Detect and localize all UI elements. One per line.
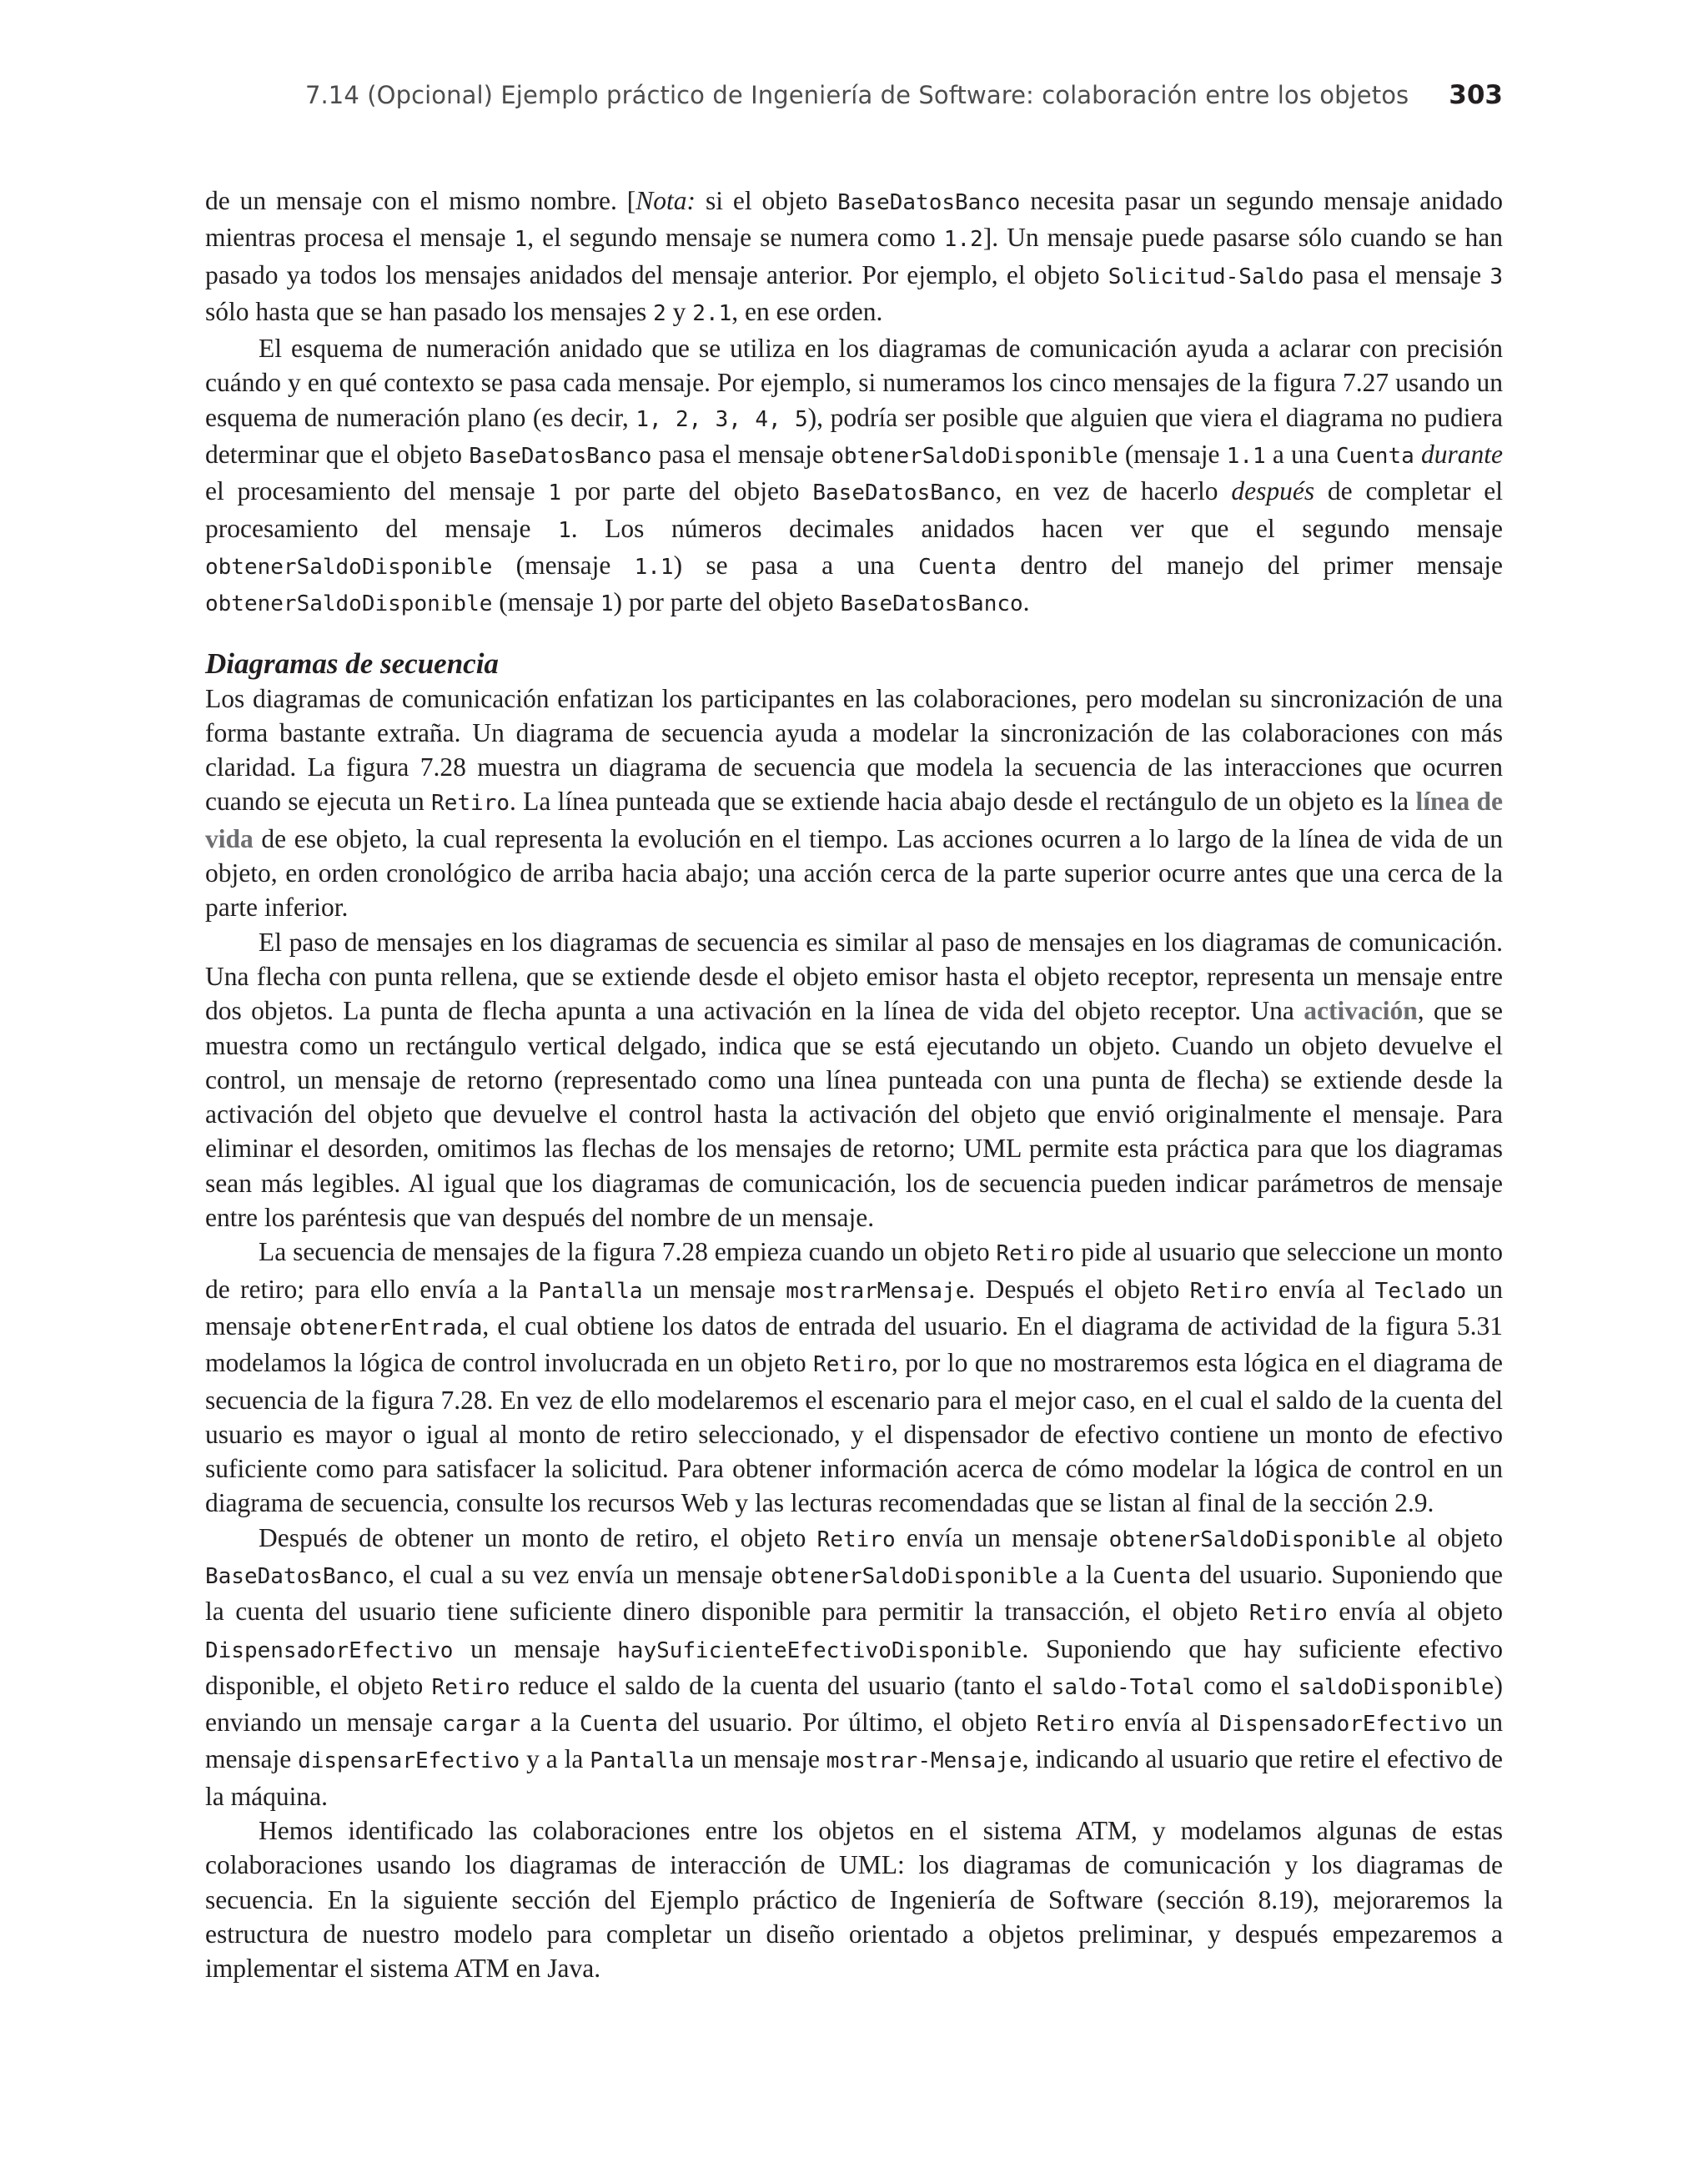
text-run: necesita pasar un segundo mensaje anidado mientras procesa el mensaje xyxy=(205,186,1503,253)
paragraph-6 xyxy=(205,1521,1503,1813)
text-run: por parte del objeto xyxy=(561,476,813,506)
code-term: obtenerSaldoDisponible xyxy=(831,444,1118,470)
text-run: , que se muestra como un rectángulo vertical delgado, indica que se está ejecutando un objeto. Cuando un objeto devuelve el control, un mensaje de retorno (representado como una línea punteada con una punta de flecha) se extiende desde la activación del objeto que devuelve el control hasta la activación del objeto que envió originalmente el mensaje. Para eliminar el desorden, omitimos las flechas de los mensajes de retorno; UML permite esta práctica para que los diagramas sean más legibles. Al igual que los diagramas de comunicación, los de secuencia pueden indicar parámetros de mensaje entre los paréntesis que van después del nombre de un mensaje. xyxy=(205,996,1503,1233)
paragraph-4 xyxy=(205,925,1503,1235)
code-term: saldo-Total xyxy=(1051,1674,1195,1700)
text-run: . Después el objeto xyxy=(968,1274,1190,1304)
body-text xyxy=(205,184,1503,1986)
text-run: envía al objeto xyxy=(1327,1597,1503,1627)
text-run: a una xyxy=(1265,440,1336,470)
text-run: de un mensaje con el mismo nombre. [ xyxy=(205,186,636,215)
text-run: (mensaje xyxy=(492,550,635,580)
code-term: Cuenta xyxy=(1335,444,1414,470)
code-term: 1.1 xyxy=(634,554,674,580)
text-run: Los diagramas de comunicación enfatizan los participantes en las colaboraciones, pero modelan su sincronización de una forma bastante extraña. Un diagrama de secuencia ayuda a modelar la sincronización de las colaboraciones con más claridad. La figura 7.28 muestra un diagrama de secuencia que modela la secuencia de las interacciones que ocurren cuando se ejecuta un xyxy=(205,683,1503,817)
code-term: 1, 2, 3, 4, 5 xyxy=(635,406,808,432)
text-run: a la xyxy=(1057,1559,1113,1589)
text-run: un mensaje xyxy=(205,1708,1504,1774)
code-term: dispensarEfectivo xyxy=(298,1748,520,1774)
text-run: , el segundo mensaje se numera como xyxy=(527,223,944,253)
key-term: activación xyxy=(1304,996,1418,1026)
code-term: cargar xyxy=(442,1712,521,1738)
text-run: de ese objeto, la cual representa la evolución en el tiempo. Las acciones ocurren a lo largo de la línea de vida de un objeto, en orden cronológico de arriba hacia abajo; una acción cerca de la parte superior ocurre antes que una cerca de la parte inferior. xyxy=(205,823,1503,923)
code-term: obtenerSaldoDisponible xyxy=(1108,1527,1396,1552)
text-run: pasa el mensaje xyxy=(651,440,831,470)
paragraph-3 xyxy=(205,682,1503,925)
running-title: 7.14 (Opcional) Ejemplo práctico de Ingeniería de Software: colaboración entre los objetos xyxy=(304,81,1409,109)
text-run: ) enviando un mensaje xyxy=(205,1670,1503,1738)
code-term: obtenerSaldoDisponible xyxy=(205,554,493,580)
code-term: BaseDatosBanco xyxy=(840,591,1023,617)
emphasis: durante xyxy=(1421,440,1503,470)
text-run: un mensaje xyxy=(694,1744,826,1774)
text-run: envía un mensaje xyxy=(895,1522,1109,1552)
text-run xyxy=(1414,440,1421,469)
text-run: sólo hasta que se han pasado los mensajes xyxy=(205,296,654,326)
nota-label: Nota: xyxy=(635,186,696,215)
text-run: un mensaje xyxy=(205,1274,1503,1341)
code-term: mostrar-Mensaje xyxy=(826,1748,1022,1774)
text-run: , el cual a su vez envía un mensaje xyxy=(388,1559,771,1589)
paragraph-7 xyxy=(205,1813,1503,1985)
text-run: y a la xyxy=(520,1744,590,1774)
text-run: un mensaje xyxy=(453,1633,618,1663)
code-term: 2 xyxy=(653,300,666,326)
text-run: , indicando al usuario que retire el efectivo de la máquina. xyxy=(205,1744,1503,1811)
code-term: DispensadorEfectivo xyxy=(1218,1712,1468,1738)
text-run: ), podría ser posible que alguien que viera el diagrama no pudiera determinar que el objeto xyxy=(205,402,1504,470)
code-term: 3 xyxy=(1489,264,1503,289)
text-run: de completar el procesamiento del mensaje xyxy=(205,476,1503,543)
code-term: Retiro xyxy=(431,1674,510,1700)
text-run: El esquema de numeración anidado que se utiliza en los diagramas de comunicación ayuda a aclarar con precisión cuándo y en qué contexto se pasa cada mensaje. Por ejemplo, si numeramos los cinco mensajes de la figura 7.27 usando un esquema de numeración plano (es decir, xyxy=(205,334,1503,432)
text-run: si el objeto xyxy=(696,186,838,215)
text-run: al objeto xyxy=(1395,1522,1503,1552)
text-run: ) por parte del objeto xyxy=(613,587,841,617)
text-run: (mensaje xyxy=(492,587,600,617)
code-term: Retiro xyxy=(1189,1278,1268,1304)
text-run: , por lo que no mostraremos esta lógica en el diagrama de secuencia de la figura 7.28. En vez de ello modelaremos el escenario para el mejor caso, en el cual el saldo de la cuenta del usuario es mayor o igual al monto de retiro seleccionado, y el dispensador de efectivo contiene un monto de efectivo suficiente como para satisfacer la solicitud. Para obtener información acerca de cómo modelar la lógica de control en un diagrama de secuencia, consulte los recursos Web y las lecturas recomendadas que se listan al final de la sección 2.9. xyxy=(205,1348,1503,1518)
code-term: Pantalla xyxy=(538,1278,643,1304)
running-header xyxy=(205,80,1503,122)
text-run: envía al xyxy=(1114,1708,1219,1738)
code-term: 1 xyxy=(600,591,614,617)
code-term: saldoDisponible xyxy=(1298,1674,1494,1700)
code-term: Solicitud-Saldo xyxy=(1108,264,1304,289)
text-run: y xyxy=(666,296,693,326)
text-run: dentro del manejo del primer mensaje xyxy=(997,550,1504,580)
code-term: BaseDatosBanco xyxy=(837,190,1021,215)
page-number: 303 xyxy=(1449,80,1503,110)
code-term: Retiro xyxy=(813,1352,892,1378)
code-term: mostrarMensaje xyxy=(786,1278,969,1304)
text-run: . Suponiendo que hay suficiente efectivo disponible, el objeto xyxy=(205,1633,1503,1700)
text-run: , el cual obtiene los datos de entrada del usuario. En el diagrama de actividad de la figura 5.31 modelamos la lógica de control involucrada en un objeto xyxy=(205,1310,1503,1378)
text-run: del usuario. Por último, el objeto xyxy=(657,1708,1037,1738)
paragraph-2 xyxy=(205,331,1503,621)
code-term: Teclado xyxy=(1374,1278,1467,1304)
code-term: obtenerSaldoDisponible xyxy=(205,591,493,617)
text-run: reduce el saldo de la cuenta del usuario (tanto el xyxy=(510,1670,1052,1700)
key-term: línea de vida xyxy=(205,787,1503,853)
code-term: Retiro xyxy=(1036,1712,1115,1738)
code-term: Cuenta xyxy=(918,554,997,580)
text-run: ]. Un mensaje puede pasarse sólo cuando se han pasado ya todos los mensajes anidados del mensaje anterior. Por ejemplo, el objeto xyxy=(205,223,1503,289)
emphasis: después xyxy=(1231,476,1315,506)
text-run: , en ese orden. xyxy=(731,296,883,326)
text-run: el procesamiento del mensaje xyxy=(205,476,549,506)
text-run: , en vez de hacerlo xyxy=(995,476,1232,506)
text-run: . xyxy=(1022,587,1030,617)
text-run: como el xyxy=(1194,1670,1299,1700)
text-run: del usuario. Suponiendo que la cuenta del usuario tiene suficiente dinero disponible para permitir la transacción, el objeto xyxy=(205,1559,1504,1627)
code-term: Retiro xyxy=(816,1527,896,1552)
code-term: DispensadorEfectivo xyxy=(205,1637,454,1663)
text-run: La secuencia de mensajes de la figura 7.28 empieza cuando un objeto xyxy=(259,1237,997,1267)
text-run: El paso de mensajes en los diagramas de secuencia es similar al paso de mensajes en los diagramas de comunicación. Una flecha con punta rellena, que se extiende desde el objeto emisor hasta el objeto receptor, representa un mensaje entre dos objetos. La punta de flecha apunta a una activación en la línea de vida del objeto receptor. Una xyxy=(205,927,1503,1026)
code-term: 1 xyxy=(514,227,528,253)
text-run: . Los números decimales anidados hacen ver que el segundo mensaje xyxy=(570,513,1503,543)
code-term: BaseDatosBanco xyxy=(812,480,996,506)
paragraph-5 xyxy=(205,1235,1503,1520)
code-term: haySuficienteEfectivoDisponible xyxy=(617,1637,1022,1663)
code-term: obtenerSaldoDisponible xyxy=(771,1563,1058,1589)
text-run: un mensaje xyxy=(642,1274,786,1304)
code-term: Retiro xyxy=(996,1241,1075,1267)
text-run: pasa el mensaje xyxy=(1304,259,1490,289)
text-run: envía al xyxy=(1268,1274,1375,1304)
text-run: pide al usuario que seleccione un monto de retiro; para ello envía a la xyxy=(205,1237,1503,1304)
code-term: 1 xyxy=(548,480,562,506)
section-heading: Diagramas de secuencia xyxy=(205,646,499,680)
code-term: 2.1 xyxy=(692,300,732,326)
code-term: obtenerEntrada xyxy=(299,1315,483,1341)
text-run: Hemos identificado las colaboraciones entre los objetos en el sistema ATM, y modelamos algunas de estas colaboraciones usando los diagramas de interacción de UML: los diagramas de comunicación y los diagramas de secuencia. En la siguiente sección del Ejemplo práctico de Ingeniería de Software (sección 8.19), mejoraremos la estructura de nuestro modelo para completar un diseño orientado a objetos preliminar, y después empezaremos a implementar el sistema ATM en Java. xyxy=(205,1816,1503,1984)
code-term: BaseDatosBanco xyxy=(469,444,652,470)
text-run: Después de obtener un monto de retiro, el objeto xyxy=(259,1522,817,1552)
text-run: . La línea punteada que se extiende hacia abajo desde el rectángulo de un objeto es la xyxy=(509,787,1416,817)
code-term: Pantalla xyxy=(590,1748,695,1774)
paragraph-1 xyxy=(205,184,1503,331)
code-term: 1 xyxy=(558,517,571,543)
code-term: Cuenta xyxy=(579,1712,658,1738)
code-term: Retiro xyxy=(1248,1601,1328,1627)
code-term: Cuenta xyxy=(1113,1563,1192,1589)
text-run: (mensaje xyxy=(1118,440,1227,470)
code-term: 1.1 xyxy=(1226,444,1266,470)
text-run: ) se pasa a una xyxy=(673,550,919,580)
code-term: Retiro xyxy=(431,791,510,817)
text-run: a la xyxy=(520,1708,580,1738)
code-term: 1.2 xyxy=(943,227,983,253)
code-term: BaseDatosBanco xyxy=(205,1563,389,1589)
